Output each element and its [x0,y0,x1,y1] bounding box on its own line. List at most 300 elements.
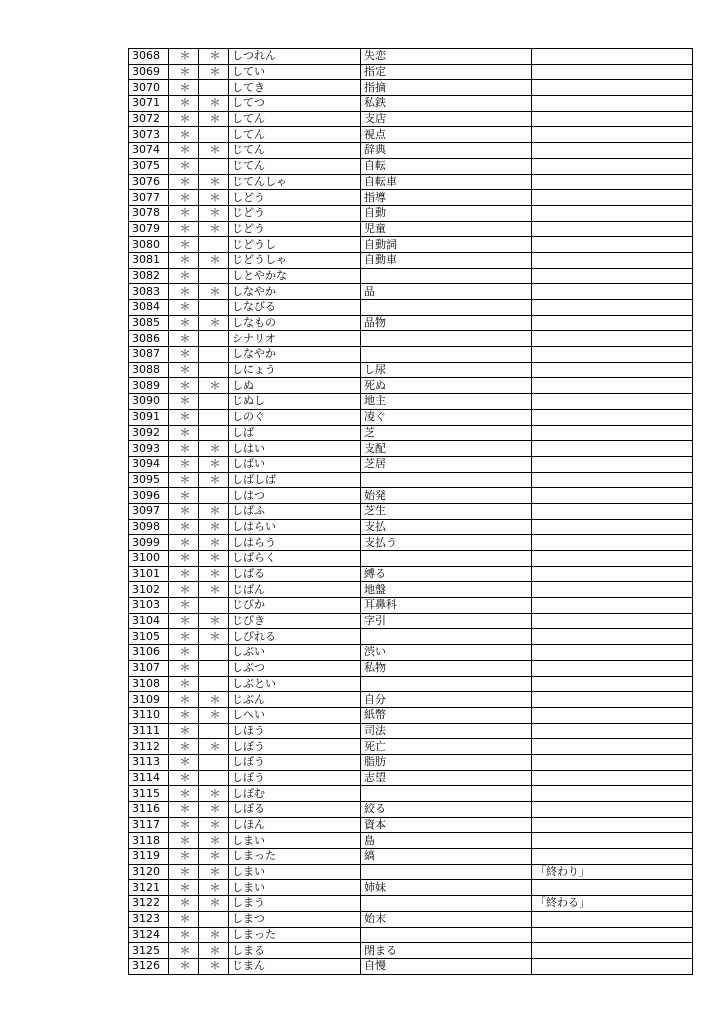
note-cell [532,582,693,598]
mark-2-cell [199,394,229,410]
note-cell [532,49,693,65]
table-row [129,503,693,519]
entry-number-cell: 3091 [129,409,169,425]
mark-1-cell: ＊ [169,503,199,519]
table-row [129,519,693,535]
mark-1-cell: ＊ [169,849,199,865]
mark-1-cell: ＊ [169,143,199,159]
table-row [129,331,693,347]
kanji-cell: 縞 [361,849,532,865]
kanji-cell: 自動詞 [361,237,532,253]
kanji-cell: 地主 [361,394,532,410]
reading-cell: しぼむ [229,786,361,802]
entry-number-cell: 3103 [129,598,169,614]
kanji-cell: 自動 [361,205,532,221]
note-cell [532,80,693,96]
table-row [129,927,693,943]
note-cell [532,441,693,457]
kanji-cell: 始末 [361,911,532,927]
kanji-cell [361,300,532,316]
mark-2-cell [199,158,229,174]
mark-2-cell [199,598,229,614]
note-cell [532,833,693,849]
mark-1-cell: ＊ [169,158,199,174]
entry-number-cell: 3117 [129,817,169,833]
mark-1-cell: ＊ [169,362,199,378]
mark-2-cell [199,488,229,504]
note-cell [532,284,693,300]
note-cell [532,315,693,331]
kanji-cell: 児童 [361,221,532,237]
reading-cell: しぼる [229,802,361,818]
note-cell [532,676,693,692]
mark-1-cell: ＊ [169,535,199,551]
reading-cell: じびき [229,613,361,629]
reading-cell: しなやか [229,347,361,363]
table-row [129,692,693,708]
mark-2-cell: ＊ [199,252,229,268]
mark-2-cell [199,645,229,661]
kanji-cell: 芝居 [361,456,532,472]
table-row [129,880,693,896]
note-cell [532,692,693,708]
mark-1-cell: ＊ [169,237,199,253]
note-cell [532,660,693,676]
note-cell [532,158,693,174]
reading-cell: じまん [229,958,361,974]
mark-2-cell: ＊ [199,864,229,880]
table-row [129,472,693,488]
reading-cell: シナリオ [229,331,361,347]
reading-cell: してき [229,80,361,96]
mark-1-cell: ＊ [169,190,199,206]
mark-1-cell: ＊ [169,205,199,221]
mark-1-cell: ＊ [169,425,199,441]
table-row [129,221,693,237]
mark-1-cell: ＊ [169,378,199,394]
reading-cell: しとやかな [229,268,361,284]
kanji-cell: 視点 [361,127,532,143]
mark-2-cell [199,331,229,347]
table-row [129,911,693,927]
mark-1-cell: ＊ [169,409,199,425]
kanji-cell: 自転車 [361,174,532,190]
mark-1-cell: ＊ [169,441,199,457]
table-row [129,598,693,614]
kanji-cell: 支店 [361,111,532,127]
entry-number-cell: 3080 [129,237,169,253]
note-cell [532,943,693,959]
mark-1-cell: ＊ [169,331,199,347]
note-cell [532,519,693,535]
reading-cell: じどう [229,205,361,221]
entry-number-cell: 3072 [129,111,169,127]
reading-cell: しばい [229,456,361,472]
mark-2-cell: ＊ [199,927,229,943]
mark-2-cell: ＊ [199,833,229,849]
table-row [129,849,693,865]
note-cell [532,880,693,896]
note-cell [532,472,693,488]
mark-2-cell: ＊ [199,707,229,723]
entry-number-cell: 3123 [129,911,169,927]
mark-1-cell: ＊ [169,488,199,504]
mark-1-cell: ＊ [169,833,199,849]
reading-cell: してん [229,111,361,127]
reading-cell: しびれる [229,629,361,645]
reading-cell: じてん [229,158,361,174]
mark-2-cell [199,409,229,425]
entry-number-cell: 3081 [129,252,169,268]
note-cell [532,111,693,127]
note-cell [532,331,693,347]
mark-2-cell: ＊ [199,64,229,80]
note-cell [532,707,693,723]
entry-number-cell: 3083 [129,284,169,300]
kanji-cell: 絞る [361,802,532,818]
kanji-cell: 司法 [361,723,532,739]
entry-number-cell: 3112 [129,739,169,755]
mark-1-cell: ＊ [169,284,199,300]
reading-cell: しまい [229,880,361,896]
reading-cell: しぼう [229,770,361,786]
mark-2-cell: ＊ [199,503,229,519]
reading-cell: しなやか [229,284,361,300]
entry-number-cell: 3101 [129,566,169,582]
reading-cell: じばん [229,582,361,598]
note-cell [532,425,693,441]
kanji-cell: 品 [361,284,532,300]
note-cell [532,64,693,80]
note-cell: 「終わる」 [532,896,693,912]
entry-number-cell: 3105 [129,629,169,645]
reading-cell: しほう [229,723,361,739]
kanji-cell: 死ぬ [361,378,532,394]
kanji-cell: 渋い [361,645,532,661]
mark-2-cell: ＊ [199,849,229,865]
table-row [129,111,693,127]
entry-number-cell: 3082 [129,268,169,284]
reading-cell: しばらく [229,551,361,567]
table-row [129,645,693,661]
mark-1-cell: ＊ [169,645,199,661]
table-row [129,394,693,410]
entry-number-cell: 3094 [129,456,169,472]
entry-number-cell: 3109 [129,692,169,708]
kanji-cell: 凌ぐ [361,409,532,425]
kanji-cell: 姉妹 [361,880,532,896]
entry-number-cell: 3116 [129,802,169,818]
table-row [129,817,693,833]
table-row [129,96,693,112]
vocabulary-rows [129,49,693,975]
reading-cell: しまった [229,927,361,943]
note-cell [532,927,693,943]
reading-cell: じどう [229,221,361,237]
entry-number-cell: 3121 [129,880,169,896]
entry-number-cell: 3073 [129,127,169,143]
reading-cell: しはい [229,441,361,457]
mark-1-cell: ＊ [169,64,199,80]
note-cell [532,143,693,159]
mark-1-cell: ＊ [169,300,199,316]
reading-cell: してん [229,127,361,143]
mark-2-cell: ＊ [199,49,229,65]
reading-cell: しまい [229,833,361,849]
note-cell [532,190,693,206]
mark-1-cell: ＊ [169,268,199,284]
kanji-cell [361,896,532,912]
reading-cell: しぬ [229,378,361,394]
mark-2-cell: ＊ [199,535,229,551]
entry-number-cell: 3122 [129,896,169,912]
mark-1-cell: ＊ [169,880,199,896]
table-row [129,127,693,143]
kanji-cell: 芝生 [361,503,532,519]
vocabulary-table [128,48,693,975]
note-cell [532,362,693,378]
entry-number-cell: 3107 [129,660,169,676]
note-cell [532,629,693,645]
mark-1-cell: ＊ [169,911,199,927]
entry-number-cell: 3099 [129,535,169,551]
table-row [129,362,693,378]
mark-1-cell: ＊ [169,111,199,127]
reading-cell: しまう [229,896,361,912]
entry-number-cell: 3098 [129,519,169,535]
table-row [129,864,693,880]
kanji-cell [361,472,532,488]
entry-number-cell: 3111 [129,723,169,739]
note-cell [532,645,693,661]
entry-number-cell: 3120 [129,864,169,880]
entry-number-cell: 3071 [129,96,169,112]
table-row [129,739,693,755]
mark-2-cell [199,300,229,316]
entry-number-cell: 3126 [129,958,169,974]
kanji-cell [361,927,532,943]
note-cell [532,786,693,802]
mark-2-cell: ＊ [199,96,229,112]
reading-cell: してつ [229,96,361,112]
mark-2-cell: ＊ [199,205,229,221]
table-row [129,770,693,786]
mark-2-cell: ＊ [199,739,229,755]
kanji-cell: 自転 [361,158,532,174]
table-row [129,723,693,739]
mark-2-cell: ＊ [199,441,229,457]
mark-1-cell: ＊ [169,739,199,755]
entry-number-cell: 3077 [129,190,169,206]
mark-2-cell: ＊ [199,143,229,159]
mark-2-cell: ＊ [199,551,229,567]
kanji-cell: 地盤 [361,582,532,598]
table-row [129,958,693,974]
kanji-cell: 始発 [361,488,532,504]
mark-1-cell: ＊ [169,221,199,237]
entry-number-cell: 3100 [129,551,169,567]
entry-number-cell: 3087 [129,347,169,363]
reading-cell: しまった [229,849,361,865]
mark-2-cell [199,660,229,676]
note-cell [532,739,693,755]
table-row [129,252,693,268]
table-row [129,158,693,174]
mark-2-cell: ＊ [199,880,229,896]
table-row [129,896,693,912]
mark-1-cell: ＊ [169,817,199,833]
table-row [129,378,693,394]
table-row [129,174,693,190]
note-cell [532,347,693,363]
table-row [129,64,693,80]
mark-2-cell: ＊ [199,817,229,833]
note-cell [532,268,693,284]
table-row [129,347,693,363]
entry-number-cell: 3089 [129,378,169,394]
kanji-cell [361,629,532,645]
mark-1-cell: ＊ [169,519,199,535]
kanji-cell [361,676,532,692]
reading-cell: しぶい [229,645,361,661]
mark-1-cell: ＊ [169,551,199,567]
entry-number-cell: 3068 [129,49,169,65]
entry-number-cell: 3085 [129,315,169,331]
mark-2-cell: ＊ [199,284,229,300]
reading-cell: しはらう [229,535,361,551]
table-row [129,613,693,629]
table-row [129,190,693,206]
table-row [129,943,693,959]
table-row [129,660,693,676]
entry-number-cell: 3078 [129,205,169,221]
reading-cell: しぶとい [229,676,361,692]
mark-2-cell: ＊ [199,896,229,912]
mark-1-cell: ＊ [169,896,199,912]
entry-number-cell: 3092 [129,425,169,441]
kanji-cell: し尿 [361,362,532,378]
kanji-cell [361,786,532,802]
note-cell [532,770,693,786]
table-row [129,676,693,692]
table-row [129,315,693,331]
reading-cell: しまい [229,864,361,880]
mark-1-cell: ＊ [169,692,199,708]
mark-1-cell: ＊ [169,49,199,65]
reading-cell: しぼう [229,739,361,755]
note-cell [532,598,693,614]
kanji-cell: 死亡 [361,739,532,755]
mark-1-cell: ＊ [169,770,199,786]
note-cell [532,551,693,567]
mark-1-cell: ＊ [169,660,199,676]
mark-1-cell: ＊ [169,613,199,629]
note-cell [532,300,693,316]
reading-cell: じぬし [229,394,361,410]
kanji-cell: 支払 [361,519,532,535]
entry-number-cell: 3090 [129,394,169,410]
mark-2-cell [199,268,229,284]
mark-1-cell: ＊ [169,754,199,770]
mark-2-cell [199,362,229,378]
table-row [129,802,693,818]
table-row [129,425,693,441]
table-row [129,205,693,221]
entry-number-cell: 3088 [129,362,169,378]
mark-1-cell: ＊ [169,723,199,739]
kanji-cell: 私物 [361,660,532,676]
mark-1-cell: ＊ [169,472,199,488]
kanji-cell: 支配 [361,441,532,457]
mark-2-cell: ＊ [199,566,229,582]
kanji-cell: 島 [361,833,532,849]
reading-cell: しなもの [229,315,361,331]
entry-number-cell: 3114 [129,770,169,786]
mark-1-cell: ＊ [169,927,199,943]
note-cell [532,488,693,504]
mark-2-cell: ＊ [199,174,229,190]
kanji-cell [361,268,532,284]
note-cell [532,503,693,519]
mark-2-cell [199,347,229,363]
kanji-cell: 指摘 [361,80,532,96]
note-cell: 「終わり」 [532,864,693,880]
reading-cell: しまる [229,943,361,959]
kanji-cell: 指定 [361,64,532,80]
mark-2-cell: ＊ [199,613,229,629]
mark-2-cell: ＊ [199,456,229,472]
reading-cell: しはらい [229,519,361,535]
table-row [129,409,693,425]
note-cell [532,911,693,927]
kanji-cell: 紙幣 [361,707,532,723]
note-cell [532,409,693,425]
table-row [129,582,693,598]
mark-1-cell: ＊ [169,456,199,472]
note-cell [532,174,693,190]
entry-number-cell: 3102 [129,582,169,598]
mark-2-cell: ＊ [199,315,229,331]
reading-cell: じびか [229,598,361,614]
reading-cell: じぶん [229,692,361,708]
reading-cell: しぼう [229,754,361,770]
kanji-cell: 縛る [361,566,532,582]
note-cell [532,754,693,770]
reading-cell: じてんしゃ [229,174,361,190]
reading-cell: じてん [229,143,361,159]
mark-2-cell [199,754,229,770]
kanji-cell [361,551,532,567]
mark-1-cell: ＊ [169,566,199,582]
mark-1-cell: ＊ [169,80,199,96]
note-cell [532,127,693,143]
mark-2-cell: ＊ [199,519,229,535]
mark-1-cell: ＊ [169,864,199,880]
kanji-cell: 辞典 [361,143,532,159]
reading-cell: しどう [229,190,361,206]
mark-1-cell: ＊ [169,707,199,723]
mark-1-cell: ＊ [169,629,199,645]
kanji-cell: 自慢 [361,958,532,974]
table-row [129,80,693,96]
mark-2-cell: ＊ [199,221,229,237]
reading-cell: じどうし [229,237,361,253]
table-row [129,629,693,645]
entry-number-cell: 3124 [129,927,169,943]
mark-2-cell: ＊ [199,378,229,394]
mark-1-cell: ＊ [169,582,199,598]
mark-1-cell: ＊ [169,174,199,190]
